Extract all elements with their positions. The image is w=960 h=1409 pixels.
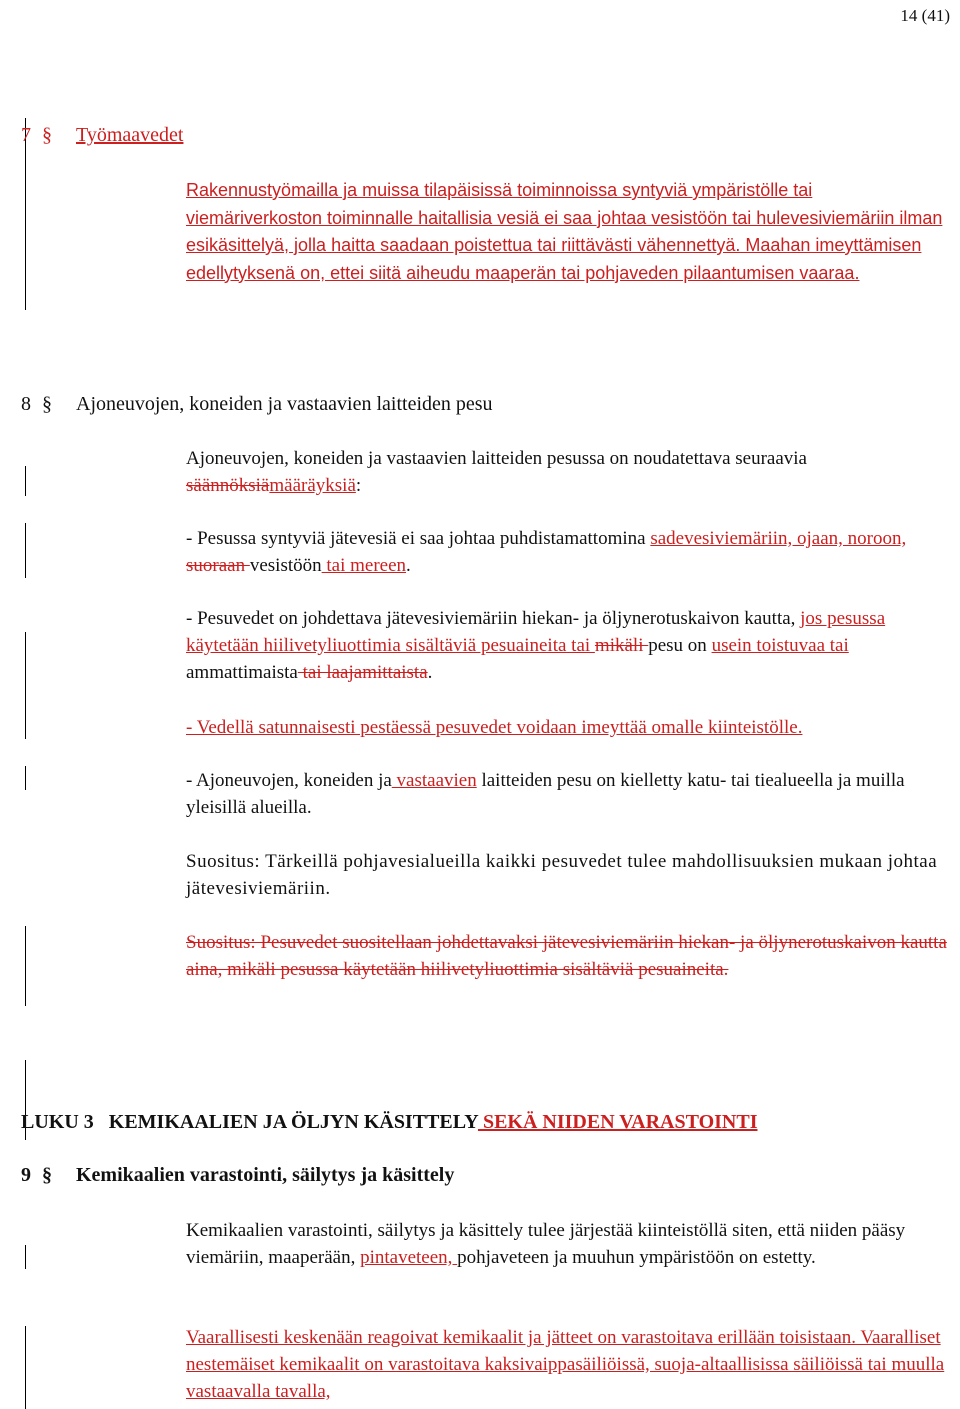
change-bar xyxy=(25,766,26,790)
section-8-title: Ajoneuvojen, koneiden ja vastaavien laitteiden pesu xyxy=(76,393,493,415)
section-9-paragraph-2: Vaarallisesti keskenään reagoivat kemikaalit ja jätteet on varastoitava erillään toisistaan. Vaaralliset nestemäiset kemikaalit on varastoitava kaksivaippasäiliöissä, suoja-altaallisissa säiliöissä tai muulla vastaavalla tavalla, xyxy=(186,1327,945,1402)
chapter-3-heading: LUKU 3 KEMIKAALIEN JA ÖLJYN KÄSITTELY SEKÄ NIIDEN VARASTOINTI xyxy=(21,1111,758,1133)
section-8-paragraph-1: Ajoneuvojen, koneiden ja vastaavien laitteiden pesussa on noudatettava seuraavia säännöksiämääräyksiä: xyxy=(186,448,807,496)
change-bar xyxy=(25,523,26,578)
section-7-title: Työmaavedet xyxy=(76,124,184,146)
change-bar xyxy=(25,926,26,1006)
section-8-paragraph-2: - Pesussa syntyviä jätevesiä ei saa johtaa puhdistamattomina sadevesiviemäriin, ojaan, noroon, suoraan vesistöön tai mereen. xyxy=(186,528,907,576)
section-8-recommendation: Suositus: Tärkeillä pohjavesialueilla kaikki pesuvedet tulee mahdollisuuksien mukaan johtaa jätevesiviemäriin. xyxy=(186,851,938,899)
section-8-paragraph-4: - Vedellä satunnaisesti pestäessä pesuvedet voidaan imeyttää omalle kiinteistölle. xyxy=(186,717,803,738)
change-bar xyxy=(25,632,26,739)
section-9-heading: 9 § Kemikaalien varastointi, säilytys ja käsittely xyxy=(21,1164,455,1186)
section-7-heading: 7 § Työmaavedet xyxy=(21,124,184,146)
section-8-paragraph-3: - Pesuvedet on johdettava jätevesiviemäriin hiekan- ja öljynerotuskaivon kautta, jos pesussa käytetään hiilivetyliuottimia sisältäviä pesuaineita tai mikäli pesu on usein toistuvaa tai ammattimaista tai laajamittaista. xyxy=(186,608,886,683)
section-9-title: Kemikaalien varastointi, säilytys ja käsittely xyxy=(76,1164,455,1186)
change-bar xyxy=(25,1326,26,1409)
section-sign: § xyxy=(42,124,52,146)
section-sign: § xyxy=(42,393,52,415)
section-8-deleted-recommendation: Suositus: Pesuvedet suositellaan johdettavaksi jätevesiviemäriin hiekan- ja öljynerotuskaivon kautta aina, mikäli pesussa käytetään hiilivetyliuottimia sisältäviä pesuaineita. xyxy=(186,932,947,980)
section-8-paragraph-5: - Ajoneuvojen, koneiden ja vastaavien laitteiden pesu on kielletty katu- tai tiealueella ja muilla yleisillä alueilla. xyxy=(186,770,905,818)
section-7-paragraph: Rakennustyömailla ja muissa tilapäisissä toiminnoissa syntyviä ympäristölle tai viemäriverkoston toiminnalle haitallisia vesiä ei saa johtaa vesistöön tai hulevesiviemäriin ilman esikäsittelyä, jolla haitta saadaan poistettua tai riittävästi vähennettyä. Maahan imeyttämisen edellytyksenä on, ettei siitä aiheudu maaperän tai pohjaveden pilaantumisen vaaraa. xyxy=(186,180,943,283)
change-bar xyxy=(25,1245,26,1269)
section-9-paragraph-1: Kemikaalien varastointi, säilytys ja käsittely tulee järjestää kiinteistöllä siten, että niiden pääsy viemäriin, maaperään, pintaveteen, pohjaveteen ja muuhun ympäristöön on estetty. xyxy=(186,1220,906,1268)
section-sign: § xyxy=(42,1164,52,1186)
page-number: 14 (41) xyxy=(900,6,950,25)
change-bar xyxy=(25,466,26,496)
section-8-heading: 8 § Ajoneuvojen, koneiden ja vastaavien laitteiden pesu xyxy=(21,393,493,415)
